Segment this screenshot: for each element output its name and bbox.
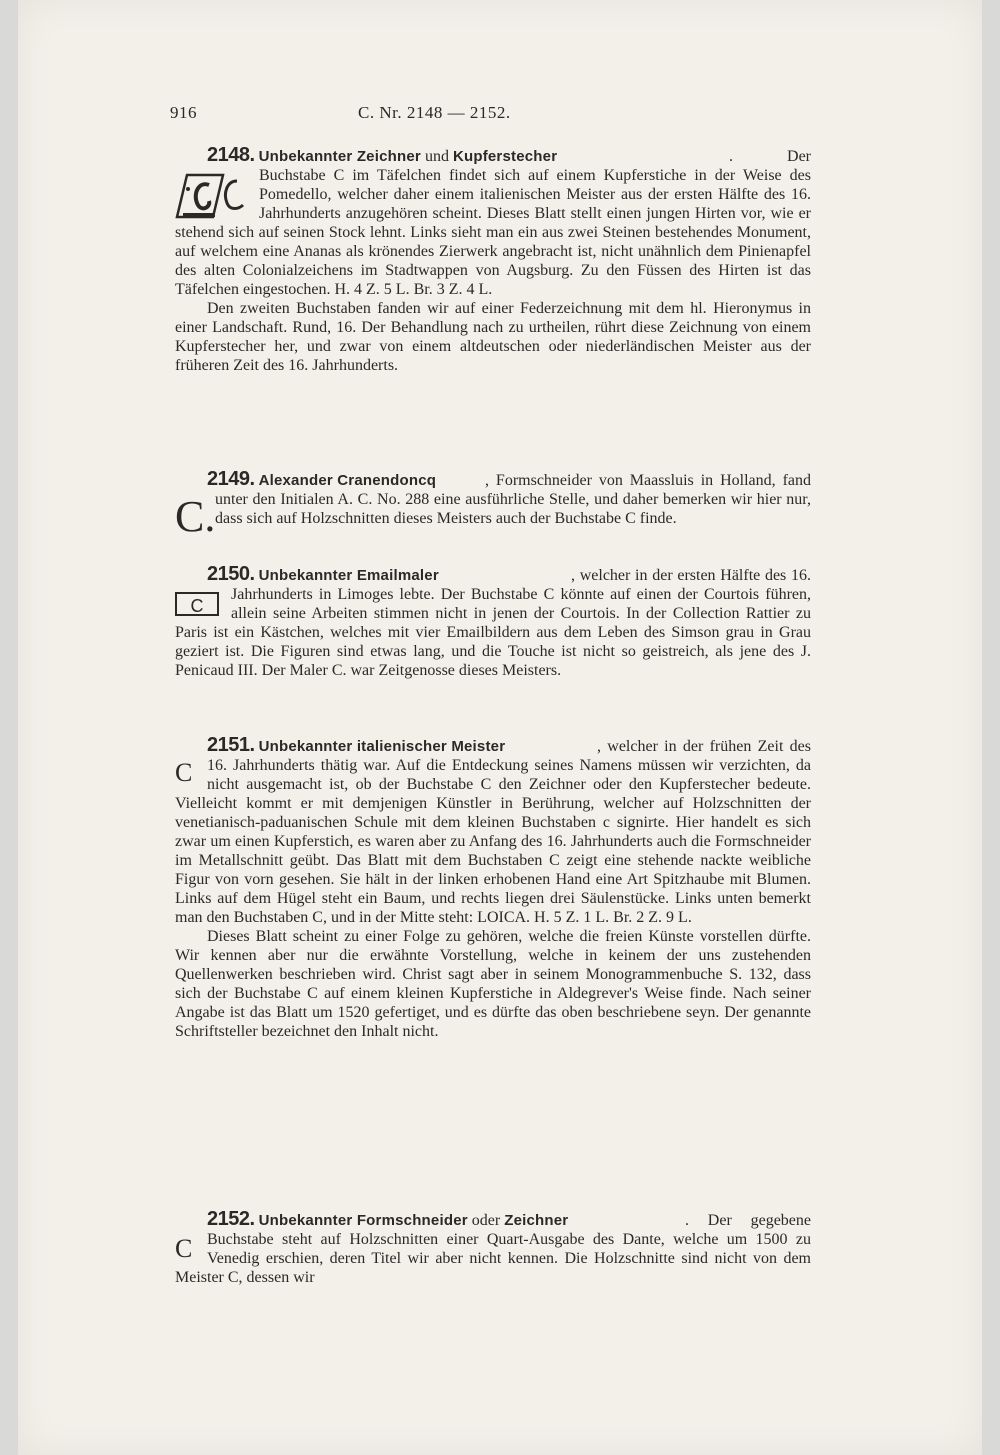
entry-2149-text: , Formschneider von Maassluis in Holland, fand unter den Initialen A. C. No. 288 eine ausführliche Stelle, und daher bemerken wir hier nur, dass sich auf Holzschnitten dieses Meisters auch der Buchstabe C finde. — [215, 472, 811, 527]
entry-number: 2150. — [207, 563, 255, 585]
tablet-monogram-icon — [175, 171, 249, 223]
entry-name: Unbekannter Emailmaler — [258, 567, 439, 584]
entry-number: 2151. — [207, 734, 255, 756]
entry-2149 — [175, 468, 811, 541]
entry-2148 — [175, 146, 811, 375]
entry-name-join: oder — [467, 1212, 505, 1229]
entry-2151-text: , welcher in der frühen Zeit des 16. Jahrhunderts thätig war. Auf die Entdeckung seines Namens müssen wir verzichten, da nicht ausgemacht ist, ob der Buchstabe C den Zeichner oder den Kupferstecher bedeute. Vielleicht kommt er mit demjenigen Künstler in Berührung, welcher auf Holzschnitten der venetianisch-paduanischen Schule mit dem kleinen Buchstaben c signirte. Hier handelt es sich zwar um einen Kupferstich, es waren aber zu Anfang des 16. Jahrhunderts auch die Formschneider im Metallschnitt geübt. Das Blatt mit dem Buchstaben C zeigt eine stehende nackte weibliche Figur von vorn gesehen. Sie hält in der linken erhobenen Hand eine Art Spitzhaube mit Blumen. Links auf dem Hügel steht ein Baum, und rechts liegen drei Säulenstücke. Links unten bemerkt man den Buchstaben C, und in der Mitte steht: LOICA. H. 5 Z. 1 L. Br. 2 Z. 9 L. — [175, 738, 811, 926]
entry-name-2: Zeichner — [504, 1212, 569, 1229]
book-page — [18, 0, 982, 1455]
entry-name-2: Kupferstecher — [452, 148, 558, 165]
monogram-c-dot-icon: C. — [175, 492, 216, 541]
running-title: C. Nr. 2148 — 2152. — [358, 103, 511, 122]
running-header — [170, 103, 811, 125]
monogram-c-icon: C — [175, 1234, 193, 1263]
entry-2152-text: . Der gegebene Buchstabe steht auf Holzschnitten einer Quart-Ausgabe des Dante, welche um 1500 zu Venedig erschien, deren Titel wir aber nicht kennen. Die Holzschnitte sind nicht von dem Meister C, dessen wir — [175, 1212, 811, 1286]
boxed-monogram-icon: C — [175, 592, 219, 616]
entry-name: Alexander Cranendoncq — [258, 472, 437, 489]
entry-number: 2152. — [207, 1208, 255, 1230]
page-number: 916 — [170, 103, 197, 122]
entry-name: Unbekannter Formschneider — [258, 1212, 468, 1229]
entry-2150-text: , welcher in der ersten Hälfte des 16. Jahrhunderts in Limoges lebte. Der Buchstabe C könnte auf einen der Courtois führen, allein seine Arbeiten stimmen nicht in jenen der Courtois. In der Collection Rattier zu Paris ist ein Kästchen, welches mit vier Emailbildern aus dem Leben des Simson grau in Grau geziert ist. Die Figuren sind etwas lang, und die Touche ist nicht so geistreich, als jene des J. Penicaud III. Der Maler C. war Zeitgenosse dieses Meisters. — [175, 567, 811, 679]
entry-2151 — [175, 736, 811, 1041]
entry-2151-body — [175, 737, 811, 1041]
entry-name: Unbekannter italienischer Meister — [258, 738, 506, 755]
entry-2150 — [175, 565, 811, 680]
entry-2148-para2: Den zweiten Buchstaben fanden wir auf einer Federzeichnung mit dem hl. Hieronymus in einer Landschaft. Rund, 16. Der Behandlung nach zu urtheilen, rührt diese Zeichnung von einem Kupferstecher her, und zwar von einem altdeutschen oder niederländischen Meister aus der früheren Zeit des 16. Jahrhunderts. — [175, 300, 811, 374]
entry-2151-para2: Dieses Blatt scheint zu einer Folge zu gehören, welche die freien Künste vorstellen dürfte. Wir kennen aber nur die erwähnte Vorstellung, welche in keinem der uns zustehenden Quellenwerken beschrieben wird. Christ sagt aber in seinem Monogrammenbuche S. 132, dass sich der Buchstabe C auf einem kleinen Kupferstiche in Aldegrever's Weise finde. Nach seiner Angabe ist das Blatt um 1520 gefertiget, und es dürfte das oben beschriebene seyn. Der genannte Schriftsteller bezeichnet den Inhalt nicht. — [175, 928, 811, 1040]
monogram-c-icon: C — [175, 758, 193, 787]
entry-number: 2149. — [207, 468, 255, 490]
entry-name: Unbekannter Zeichner — [258, 148, 421, 165]
entry-2152 — [175, 1210, 811, 1287]
entry-number: 2148. — [207, 144, 255, 166]
entry-2148-text: . Der Buchstabe C im Täfelchen findet sich auf einem Kupferstiche in der Weise des Pomedello, welcher daher einem italienischen Meister aus der ersten Hälfte des 16. Jahrhunderts anzugehören scheint. Dieses Blatt stellt einen jungen Hirten vor, wie er stehend sich auf seinen Stock lehnt. Links sieht man ein aus zwei Steinen bestehendes Monument, auf welchem eine Ananas als krönendes Zierwerk angebracht ist, nicht unähnlich dem Pinienapfel des alten Colonialzeichens im Stadtwappen von Augsburg. Zu den Füssen des Hirten ist das Täfelchen eingestochen. H. 4 Z. 5 L. Br. 3 Z. 4 L. — [175, 148, 811, 298]
entry-name-join: und — [420, 148, 453, 165]
entry-2148-body — [175, 147, 811, 375]
